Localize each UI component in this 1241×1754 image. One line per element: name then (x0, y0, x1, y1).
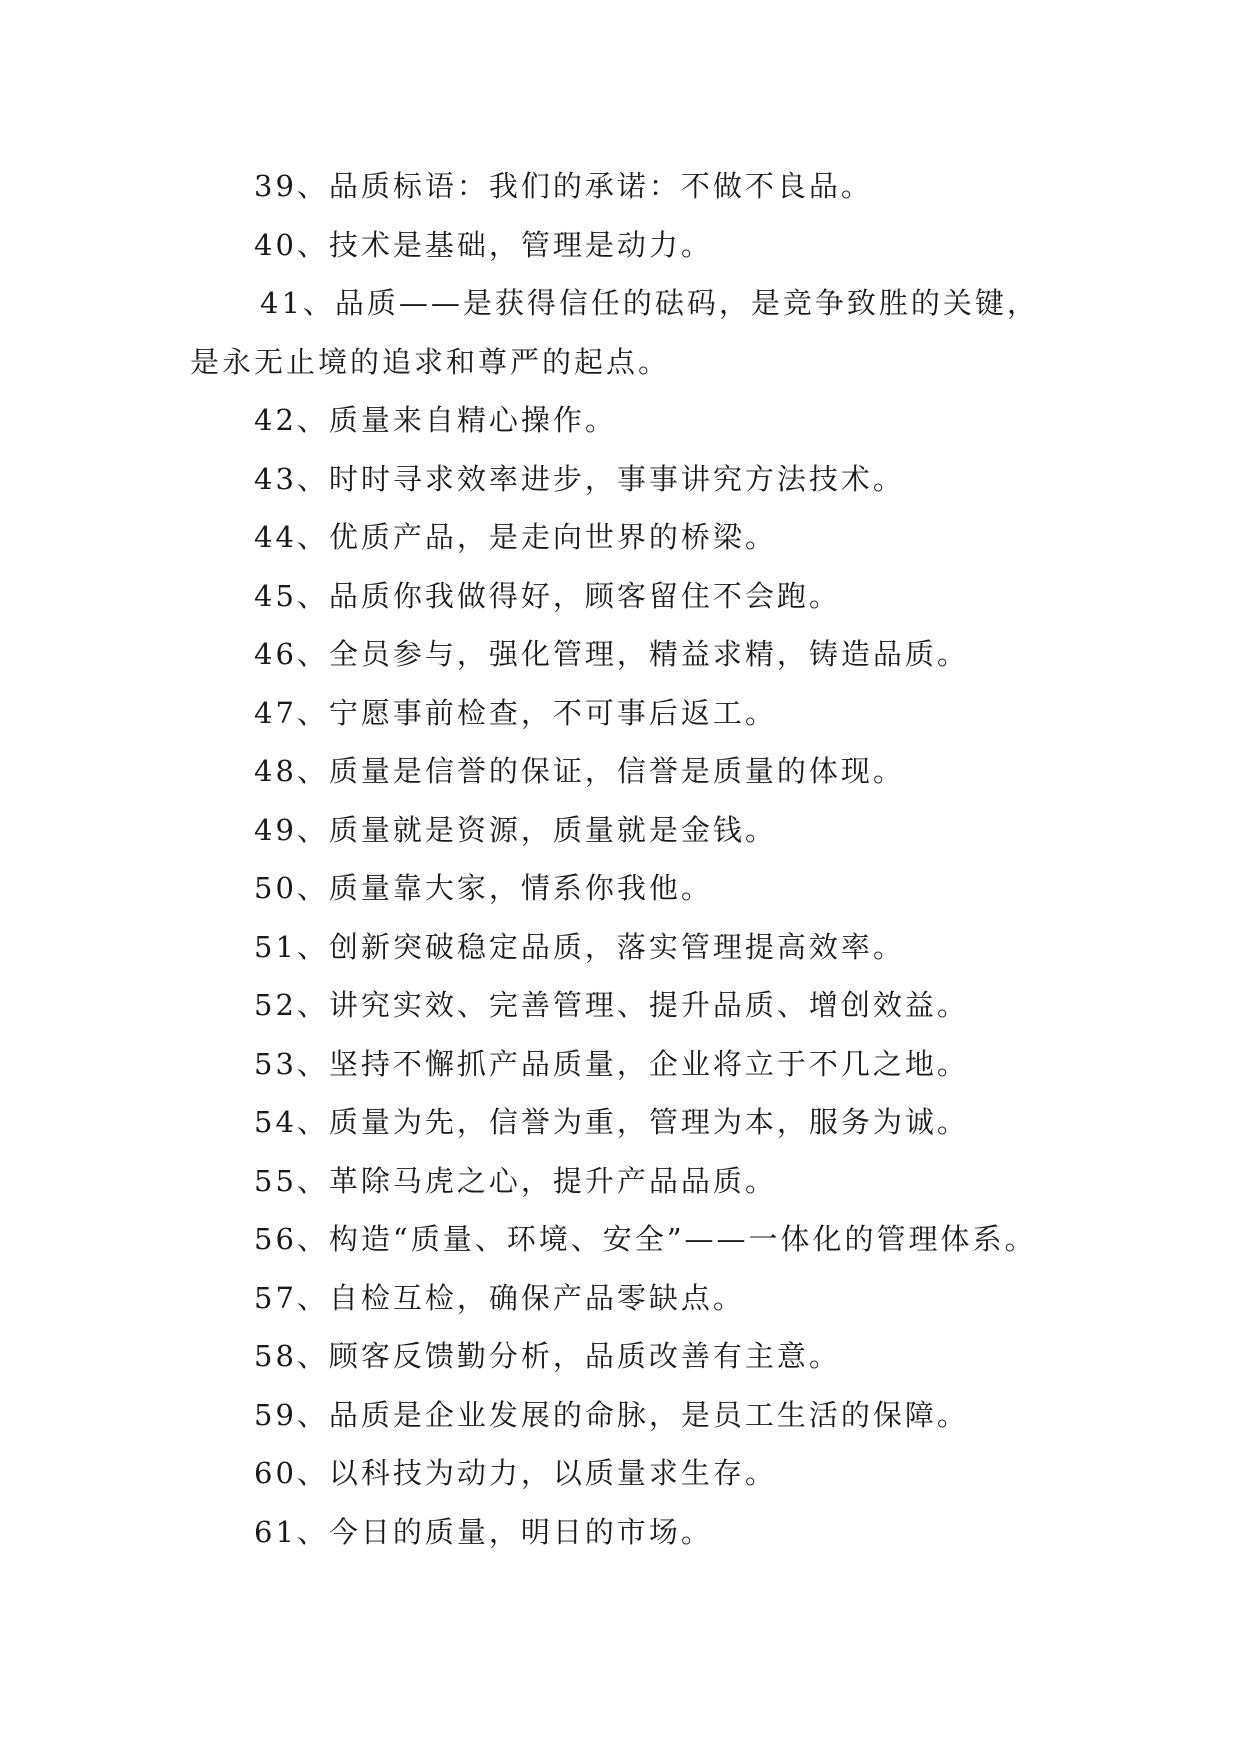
list-item: 53、坚持不懈抓产品质量，企业将立于不几之地。 (254, 1046, 969, 1081)
list-item: 47、宁愿事前检查，不可事后返工。 (254, 695, 777, 730)
list-item: 52、讲究实效、完善管理、提升品质、增创效益。 (254, 988, 969, 1022)
list-item: 44、优质产品，是走向世界的桥梁。 (254, 520, 777, 554)
list-item: 48、质量是信誉的保证，信誉是质量的体现。 (254, 754, 905, 788)
list-item: 41、品质——是获得信任的砝码，是竞争致胜的关键， (260, 286, 1039, 320)
list-item: 60、以科技为动力，以质量求生存。 (254, 1456, 777, 1490)
list-item: 50、质量靠大家，情系你我他。 (254, 871, 713, 905)
list-item: 43、时时寻求效率进步，事事讲究方法技术。 (254, 461, 905, 496)
list-item: 45、品质你我做得好，顾客留住不会跑。 (254, 578, 841, 613)
list-item: 59、品质是企业发展的命脉，是员工生活的保障。 (254, 1397, 969, 1432)
list-item: 51、创新突破稳定品质，落实管理提高效率。 (254, 929, 905, 964)
list-item: 56、构造“质量、环境、安全”——一体化的管理体系。 (254, 1222, 1037, 1256)
list-item: 55、革除马虎之心，提升产品品质。 (254, 1163, 777, 1198)
list-item: 49、质量就是资源，质量就是金钱。 (254, 812, 777, 847)
list-item: 40、技术是基础，管理是动力。 (254, 227, 713, 262)
slogan-list (190, 157, 1090, 1561)
list-item: 58、顾客反馈勤分析，品质改善有主意。 (254, 1339, 841, 1373)
list-item: 57、自检互检，确保产品零缺点。 (254, 1280, 745, 1315)
list-item: 54、质量为先，信誉为重，管理为本，服务为诚。 (254, 1105, 969, 1139)
list-item-continuation: 是永无止境的追求和尊严的起点。 (190, 344, 671, 379)
list-item: 61、今日的质量，明日的市场。 (254, 1514, 713, 1549)
list-item: 39、品质标语：我们的承诺：不做不良品。 (254, 169, 873, 203)
list-item: 42、质量来自精心操作。 (254, 403, 617, 437)
list-item: 46、全员参与，强化管理，精益求精，铸造品质。 (254, 637, 969, 671)
